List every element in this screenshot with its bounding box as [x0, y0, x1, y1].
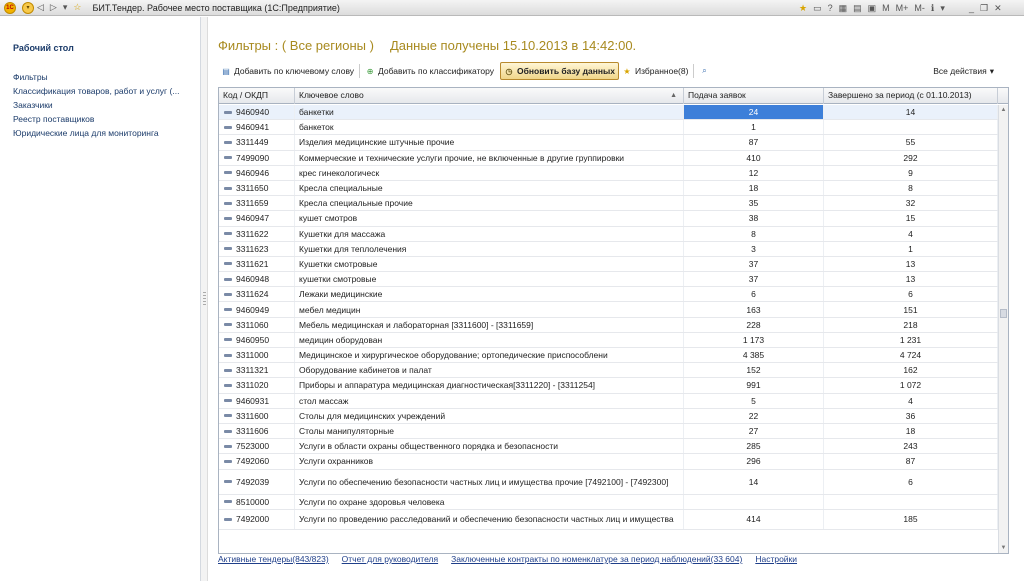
close-icon[interactable]: ✕ — [994, 2, 1002, 13]
table-row[interactable] — [219, 318, 998, 333]
favorite-star-icon[interactable]: ☆ — [73, 2, 82, 12]
row-item-icon — [224, 354, 232, 357]
help-icon[interactable]: ? — [827, 3, 833, 13]
code-cell[interactable] — [219, 378, 295, 392]
completed-cell[interactable]: 4 — [824, 227, 998, 241]
code-text: 3311650 — [236, 183, 269, 194]
add-document-icon: ▤ — [222, 66, 230, 76]
table-header — [219, 88, 1008, 104]
code-text: 3311449 — [236, 137, 269, 148]
code-cell[interactable] — [219, 211, 295, 225]
code-cell[interactable] — [219, 196, 295, 210]
window-title: БИТ.Тендер. Рабочее место поставщика (1С:Предприятие) — [92, 2, 340, 13]
row-item-icon — [224, 171, 232, 174]
add-circle-icon: ⊕ — [366, 66, 374, 76]
code-text: 3311020 — [236, 380, 269, 391]
manager-report-link[interactable]: Отчет для руководителя — [341, 554, 439, 564]
keyword-cell[interactable]: Кушетки для теплолечения — [295, 242, 684, 256]
keyword-cell[interactable]: Мебель медицинская и лабораторная [3311600] - [3311659] — [295, 318, 684, 332]
back-arrow-icon[interactable]: ◁ — [37, 2, 44, 12]
star-icon[interactable]: ★ — [799, 2, 808, 13]
table-row[interactable] — [219, 439, 998, 454]
table-row[interactable] — [219, 211, 998, 226]
completed-cell[interactable]: 162 — [824, 363, 998, 377]
code-cell[interactable] — [219, 166, 295, 180]
row-item-icon — [224, 156, 232, 159]
submitted-cell[interactable]: 991 — [684, 378, 824, 392]
completed-cell[interactable]: 243 — [824, 439, 998, 453]
chevron-down-icon[interactable]: ▾ — [940, 2, 945, 13]
code-cell[interactable] — [219, 151, 295, 165]
code-text: 9460950 — [236, 334, 270, 345]
scroll-down-icon[interactable]: ▼ — [1000, 545, 1007, 551]
keyword-cell[interactable]: крес гинекологическ — [295, 166, 684, 180]
code-cell[interactable] — [219, 105, 295, 119]
submitted-cell[interactable]: 37 — [684, 272, 824, 286]
code-cell[interactable] — [219, 302, 295, 316]
row-item-icon — [224, 262, 232, 265]
row-item-icon — [224, 247, 232, 250]
contracts-link[interactable]: Заключенные контракты по номенклатуре за период наблюдений(33 604) — [451, 554, 743, 564]
table-row[interactable] — [219, 424, 998, 439]
code-text: 7492000 — [236, 514, 270, 525]
completed-cell[interactable]: 6 — [824, 287, 998, 301]
column-header-completed[interactable]: Завершено за период (с 01.10.2013) — [824, 88, 998, 104]
submitted-cell[interactable]: 1 173 — [684, 333, 824, 347]
submitted-cell[interactable] — [684, 495, 824, 509]
code-cell[interactable] — [219, 272, 295, 286]
submitted-cell[interactable]: 285 — [684, 439, 824, 453]
keyword-cell[interactable]: Медицинское и хирургическое оборудование; ортопедические приспособлени — [295, 348, 684, 362]
row-item-icon — [224, 414, 232, 417]
code-cell[interactable] — [219, 348, 295, 362]
keyword-cell[interactable]: Кресла специальные — [295, 181, 684, 195]
row-item-icon — [224, 217, 232, 220]
table-row[interactable] — [219, 363, 998, 378]
refresh-database-button[interactable] — [500, 62, 619, 80]
code-cell[interactable] — [219, 287, 295, 301]
completed-cell[interactable]: 1 231 — [824, 333, 998, 347]
tile-icon[interactable]: ▣ — [867, 2, 877, 13]
settings-link[interactable]: Настройки — [755, 554, 798, 564]
row-item-icon — [224, 232, 232, 235]
submitted-cell[interactable]: 3 — [684, 242, 824, 256]
row-item-icon — [224, 308, 232, 311]
code-cell[interactable] — [219, 227, 295, 241]
code-text: 9460948 — [236, 274, 270, 285]
code-cell[interactable] — [219, 135, 295, 149]
splitter-grip-icon[interactable] — [203, 292, 206, 306]
submitted-cell[interactable]: 163 — [684, 302, 824, 316]
keyword-cell[interactable]: мебел медицин — [295, 302, 684, 316]
row-item-icon — [224, 126, 232, 129]
table-row[interactable] — [219, 196, 998, 211]
completed-cell[interactable]: 55 — [824, 135, 998, 149]
keyword-cell[interactable]: Столы для медицинских учреждений — [295, 409, 684, 423]
keyword-cell[interactable]: Коммерческие и технические услуги прочие, не включенные в другие группировки — [295, 151, 684, 165]
all-actions-label: Все действия — [933, 66, 987, 76]
code-text: 9460949 — [236, 304, 270, 315]
submitted-cell[interactable]: 410 — [684, 151, 824, 165]
scrollbar-thumb[interactable] — [1000, 309, 1007, 318]
code-text: 3311606 — [236, 426, 269, 437]
completed-cell[interactable]: 13 — [824, 272, 998, 286]
keyword-cell[interactable]: Кресла специальные прочие — [295, 196, 684, 210]
page-icon[interactable]: ▭ — [813, 2, 822, 13]
code-text: 7492060 — [236, 456, 270, 467]
submitted-cell[interactable]: 5 — [684, 394, 824, 408]
app-logo-icon[interactable]: 1C — [4, 2, 16, 14]
completed-cell[interactable]: 4 — [824, 394, 998, 408]
row-item-icon — [224, 202, 232, 205]
sidebar-item-suppliers-registry[interactable]: Реестр поставщиков — [13, 114, 95, 124]
row-item-icon — [224, 293, 232, 296]
code-cell[interactable] — [219, 333, 295, 347]
keyword-cell[interactable]: Приборы и аппаратура медицинская диагностическая[3311220] - [3311254] — [295, 378, 684, 392]
keyword-cell[interactable]: Кушетки смотровые — [295, 257, 684, 271]
keyword-cell[interactable]: Лежаки медицинские — [295, 287, 684, 301]
table-row[interactable] — [219, 378, 998, 393]
table-row[interactable] — [219, 105, 998, 120]
table-row[interactable] — [219, 333, 998, 348]
code-text: 3311621 — [236, 258, 269, 269]
keyword-cell[interactable]: Кушетки для массажа — [295, 227, 684, 241]
keyword-cell[interactable]: банкетки — [295, 105, 684, 119]
keyword-cell[interactable]: Услуги по проведению расследований и обеспечению безопасности частных лиц и имущества — [295, 510, 684, 529]
code-text: 9460947 — [236, 213, 270, 224]
search-button[interactable] — [696, 62, 712, 80]
sidebar-item-customers[interactable]: Заказчики — [13, 100, 53, 110]
row-item-icon — [224, 323, 232, 326]
row-item-icon — [224, 460, 232, 463]
submitted-cell[interactable]: 37 — [684, 257, 824, 271]
info-icon[interactable]: ℹ — [930, 2, 935, 13]
submitted-cell[interactable]: 22 — [684, 409, 824, 423]
row-item-icon — [224, 500, 232, 503]
code-text: 3311659 — [236, 198, 269, 209]
row-item-icon — [224, 111, 232, 114]
favorites-label: Избранное(8) — [634, 66, 689, 76]
refresh-database-label: Обновить базу данных — [517, 66, 615, 76]
sidebar-item-legal-entities[interactable]: Юридические лица для мониторинга — [13, 128, 159, 138]
favorites-button[interactable] — [619, 62, 691, 80]
completed-cell[interactable]: 1 072 — [824, 378, 998, 392]
code-text: 3311000 — [236, 350, 269, 361]
code-text: 3311623 — [236, 243, 269, 254]
chevron-down-icon: ▾ — [989, 65, 994, 76]
table-row[interactable] — [219, 166, 998, 181]
page-title — [218, 38, 636, 53]
submitted-cell[interactable]: 6 — [684, 287, 824, 301]
submitted-cell[interactable]: 24 — [684, 105, 824, 119]
completed-cell[interactable]: 15 — [824, 211, 998, 225]
code-cell[interactable] — [219, 363, 295, 377]
table-row[interactable] — [219, 454, 998, 469]
sort-ascending-icon: ▲ — [670, 92, 677, 99]
row-item-icon — [224, 187, 232, 190]
calc-icon[interactable]: ▦ — [838, 2, 848, 13]
code-cell[interactable] — [219, 510, 295, 529]
code-text: 9460931 — [236, 395, 270, 406]
code-cell[interactable] — [219, 257, 295, 271]
keyword-cell[interactable]: Столы манипуляторные — [295, 424, 684, 438]
toolbar — [218, 62, 1008, 80]
completed-cell[interactable]: 185 — [824, 510, 998, 529]
titlebar-tools — [796, 1, 948, 15]
table-row[interactable] — [219, 227, 998, 242]
clock-icon: ◷ — [505, 66, 513, 76]
code-cell[interactable] — [219, 242, 295, 256]
keyword-cell[interactable]: Услуги в области охраны общественного порядка и безопасности — [295, 439, 684, 453]
completed-cell[interactable]: 6 — [824, 470, 998, 494]
code-text: 7492039 — [236, 476, 270, 487]
code-text: 3311622 — [236, 228, 269, 239]
window-controls — [966, 1, 1005, 15]
submitted-cell[interactable]: 27 — [684, 424, 824, 438]
table-row[interactable] — [219, 272, 998, 287]
completed-cell[interactable]: 1 — [824, 242, 998, 256]
row-item-icon — [224, 338, 232, 341]
completed-cell[interactable] — [824, 120, 998, 134]
add-keyword-button[interactable] — [218, 62, 357, 80]
add-classifier-button[interactable] — [362, 62, 497, 80]
completed-cell[interactable]: 292 — [824, 151, 998, 165]
all-actions-menu[interactable] — [933, 62, 994, 80]
submitted-cell[interactable]: 38 — [684, 211, 824, 225]
search-icon: ⌕ — [702, 66, 707, 75]
row-item-icon — [224, 445, 232, 448]
submitted-cell[interactable]: 1 — [684, 120, 824, 134]
submitted-cell[interactable]: 296 — [684, 454, 824, 468]
memory-mplus-button[interactable]: M+ — [895, 3, 909, 13]
keyword-cell[interactable]: стол массаж — [295, 394, 684, 408]
submitted-cell[interactable]: 14 — [684, 470, 824, 494]
code-text: 3311321 — [236, 365, 269, 376]
completed-cell[interactable]: 13 — [824, 257, 998, 271]
submitted-cell[interactable]: 228 — [684, 318, 824, 332]
row-item-icon — [224, 278, 232, 281]
completed-cell[interactable]: 218 — [824, 318, 998, 332]
completed-cell[interactable]: 87 — [824, 454, 998, 468]
active-tenders-link[interactable]: Активные тендеры(843/823) — [218, 554, 329, 564]
completed-cell[interactable] — [824, 495, 998, 509]
table-row[interactable] — [219, 510, 998, 530]
code-text: 7499090 — [236, 152, 270, 163]
completed-cell[interactable]: 8 — [824, 181, 998, 195]
code-cell[interactable] — [219, 181, 295, 195]
minimize-icon[interactable]: _ — [969, 3, 975, 13]
toolbar-divider — [359, 64, 360, 78]
code-cell[interactable] — [219, 394, 295, 408]
scroll-up-icon[interactable]: ▲ — [1000, 107, 1007, 113]
completed-cell[interactable]: 4 724 — [824, 348, 998, 362]
keyword-cell[interactable]: Услуги по обеспечению безопасности частных лиц и имущества прочие [7492100] - [7492300] — [295, 470, 684, 494]
vertical-scrollbar[interactable] — [998, 105, 1008, 553]
code-text: 3311600 — [236, 410, 269, 421]
sidebar-item-filters[interactable]: Фильтры — [13, 72, 48, 82]
submitted-cell[interactable]: 18 — [684, 181, 824, 195]
submitted-cell[interactable]: 414 — [684, 510, 824, 529]
column-header-code[interactable]: Код / ОКДП — [219, 88, 295, 104]
sidebar-item-classification[interactable]: Классификация товаров, работ и услуг (... — [13, 86, 180, 96]
keyword-cell[interactable]: Услуги охранников — [295, 454, 684, 468]
sidebar — [0, 17, 201, 581]
code-text: 9460946 — [236, 167, 270, 178]
table-row[interactable] — [219, 181, 998, 196]
keyword-cell[interactable]: Услуги по охране здоровья человека — [295, 495, 684, 509]
table-row[interactable] — [219, 151, 998, 166]
keyword-cell[interactable]: банкеток — [295, 120, 684, 134]
table-row[interactable] — [219, 257, 998, 272]
row-item-icon — [224, 518, 232, 521]
column-header-submitted[interactable]: Подача заявок — [684, 88, 824, 104]
completed-cell[interactable]: 36 — [824, 409, 998, 423]
submitted-cell[interactable]: 4 385 — [684, 348, 824, 362]
column-header-keyword-label: Ключевое слово — [299, 90, 364, 100]
code-cell[interactable] — [219, 424, 295, 438]
code-cell[interactable] — [219, 318, 295, 332]
star-icon: ★ — [623, 66, 631, 76]
completed-cell[interactable]: 9 — [824, 166, 998, 180]
table-row[interactable] — [219, 348, 998, 363]
row-item-icon — [224, 141, 232, 144]
submitted-cell[interactable]: 12 — [684, 166, 824, 180]
table-row[interactable] — [219, 287, 998, 302]
keyword-cell[interactable]: Оборудование кабинетов и палат — [295, 363, 684, 377]
table-row[interactable] — [219, 470, 998, 495]
filters-table[interactable] — [218, 87, 1009, 554]
keyword-cell[interactable]: Изделия медицинские штучные прочие — [295, 135, 684, 149]
row-item-icon — [224, 384, 232, 387]
table-body — [219, 105, 998, 530]
completed-cell[interactable]: 151 — [824, 302, 998, 316]
code-cell[interactable] — [219, 120, 295, 134]
code-cell[interactable] — [219, 454, 295, 468]
keyword-cell[interactable]: медицин оборудован — [295, 333, 684, 347]
data-received-title: Данные получены 15.10.2013 в 14:42:00. — [389, 38, 637, 53]
memory-mminus-button[interactable]: M- — [914, 3, 925, 13]
code-text: 7523000 — [236, 441, 270, 452]
toolbar-divider — [693, 64, 694, 78]
submitted-cell[interactable]: 35 — [684, 196, 824, 210]
sidebar-title[interactable]: Рабочий стол — [13, 43, 74, 53]
table-row[interactable] — [219, 302, 998, 317]
forward-arrow-icon[interactable]: ▷ — [49, 2, 57, 12]
table-row[interactable] — [219, 135, 998, 150]
code-text: 9460941 — [236, 122, 270, 133]
calendar-icon[interactable]: ▤ — [853, 2, 862, 13]
code-cell[interactable] — [219, 409, 295, 423]
code-cell[interactable] — [219, 439, 295, 453]
window-titlebar — [0, 0, 1024, 16]
add-classifier-label: Добавить по классификатору — [378, 66, 495, 76]
table-row[interactable] — [219, 495, 998, 510]
completed-cell[interactable]: 14 — [824, 105, 998, 119]
table-row[interactable] — [219, 409, 998, 424]
keyword-cell[interactable]: кушет смотров — [295, 211, 684, 225]
add-keyword-label: Добавить по ключевому слову — [234, 66, 355, 76]
filters-title: Фильтры : ( Все регионы ) — [218, 38, 374, 53]
code-text: 3311624 — [236, 289, 269, 300]
table-row[interactable] — [219, 242, 998, 257]
footer-links — [218, 554, 1008, 568]
table-row[interactable] — [219, 120, 998, 135]
submitted-cell[interactable]: 152 — [684, 363, 824, 377]
main-panel — [208, 17, 1024, 581]
row-item-icon — [224, 369, 232, 372]
code-text: 9460940 — [236, 107, 270, 118]
main-menu-icon[interactable]: ▾ — [22, 2, 34, 14]
panel-splitter[interactable] — [201, 17, 208, 581]
completed-cell[interactable]: 18 — [824, 424, 998, 438]
code-text: 8510000 — [236, 496, 270, 507]
completed-cell[interactable]: 32 — [824, 196, 998, 210]
submitted-cell[interactable]: 87 — [684, 135, 824, 149]
keyword-cell[interactable]: кушетки смотровые — [295, 272, 684, 286]
row-item-icon — [224, 430, 232, 433]
row-item-icon — [224, 399, 232, 402]
row-item-icon — [224, 480, 232, 483]
code-text: 3311060 — [236, 319, 269, 330]
column-header-keyword[interactable] — [295, 88, 684, 104]
submitted-cell[interactable]: 8 — [684, 227, 824, 241]
memory-m-button[interactable]: M — [882, 3, 890, 13]
code-cell[interactable] — [219, 470, 295, 494]
restore-icon[interactable]: ❐ — [980, 2, 989, 13]
table-row[interactable] — [219, 394, 998, 409]
code-cell[interactable] — [219, 495, 295, 509]
dropdown-icon[interactable]: ▾ — [62, 2, 68, 12]
